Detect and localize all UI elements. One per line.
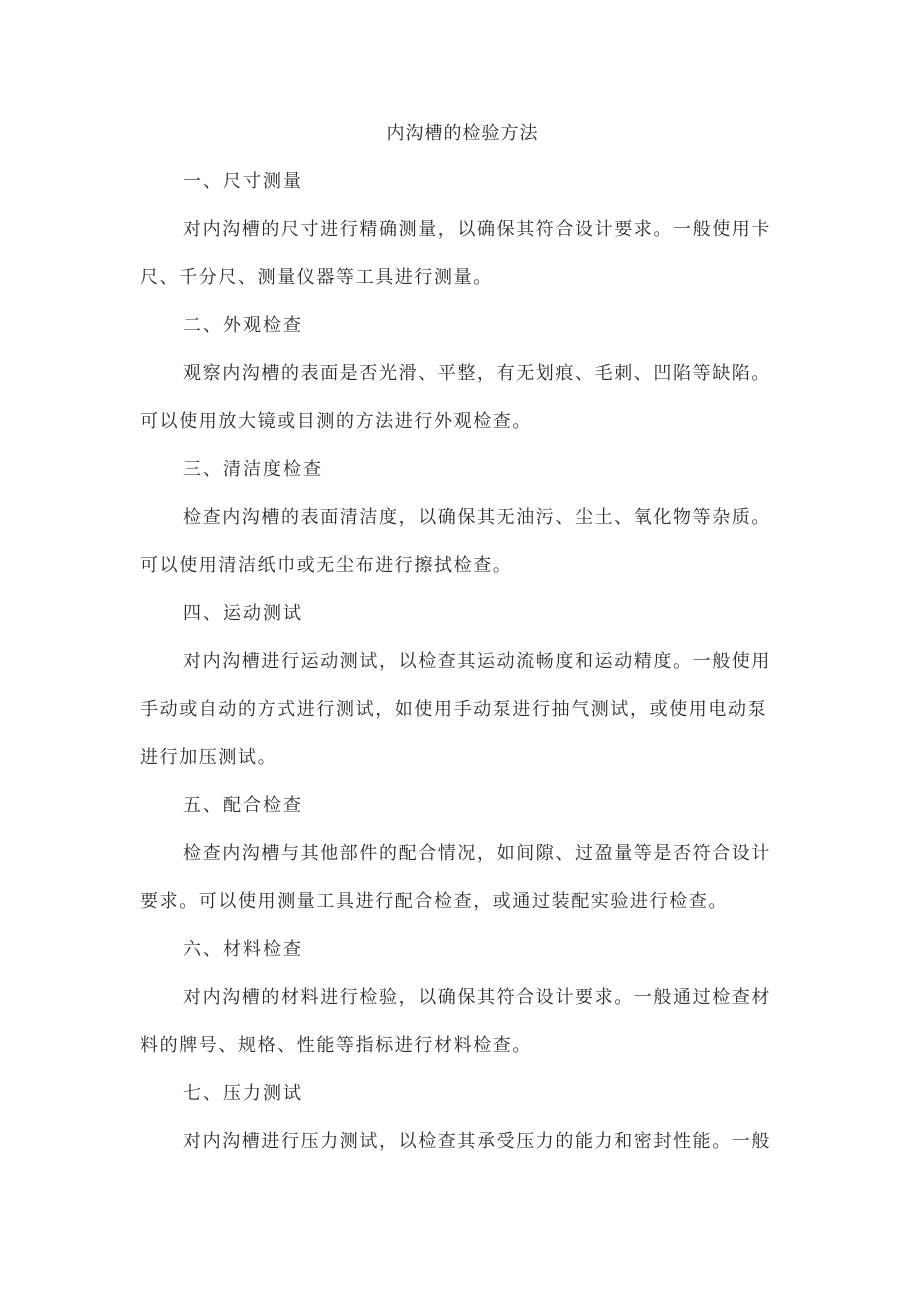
section-heading: 三、清洁度检查 (183, 459, 323, 480)
section-heading: 七、压力测试 (183, 1083, 303, 1104)
section-motion-test (140, 590, 785, 782)
section-paragraph: 对内沟槽进行运动测试，以检查其运动流畅度和运动精度。一般使用 手动或自动的方式进行测试，如使用手动泵进行抽气测试，或使用电动泵 进行加压测试。 (140, 651, 771, 768)
section-heading: 二、外观检查 (183, 315, 303, 336)
section-cleanliness-check (140, 446, 785, 590)
section-paragraph: 观察内沟槽的表面是否光滑、平整，有无划痕、毛刺、凹陷等缺陷。 可以使用放大镜或目测的方法进行外观检查。 (140, 363, 771, 432)
section-size-measurement (140, 158, 785, 302)
section-paragraph: 对内沟槽的尺寸进行精确测量，以确保其符合设计要求。一般使用卡 尺、千分尺、测量仪器等工具进行测量。 (140, 219, 771, 288)
section-heading: 六、材料检查 (183, 939, 303, 960)
section-heading: 四、运动测试 (183, 603, 303, 624)
section-paragraph: 对内沟槽进行压力测试，以检查其承受压力的能力和密封性能。一般 (183, 1131, 771, 1152)
section-paragraph: 检查内沟槽的表面清洁度，以确保其无油污、尘土、氧化物等杂质。 可以使用清洁纸巾或无尘布进行擦拭检查。 (140, 507, 771, 576)
section-pressure-test (140, 1070, 785, 1166)
section-appearance-check (140, 302, 785, 446)
section-heading: 一、尺寸测量 (183, 171, 303, 192)
section-material-check (140, 926, 785, 1070)
document-title: 内沟槽的检验方法 (386, 123, 539, 144)
section-heading: 五、配合检查 (183, 795, 303, 816)
section-paragraph: 对内沟槽的材料进行检验，以确保其符合设计要求。一般通过检查材 料的牌号、规格、性能等指标进行材料检查。 (140, 987, 771, 1056)
document-body (140, 110, 785, 1166)
section-paragraph: 检查内沟槽与其他部件的配合情况，如间隙、过盈量等是否符合设计 要求。可以使用测量工具进行配合检查，或通过装配实验进行检查。 (140, 843, 771, 912)
section-fit-check (140, 782, 785, 926)
